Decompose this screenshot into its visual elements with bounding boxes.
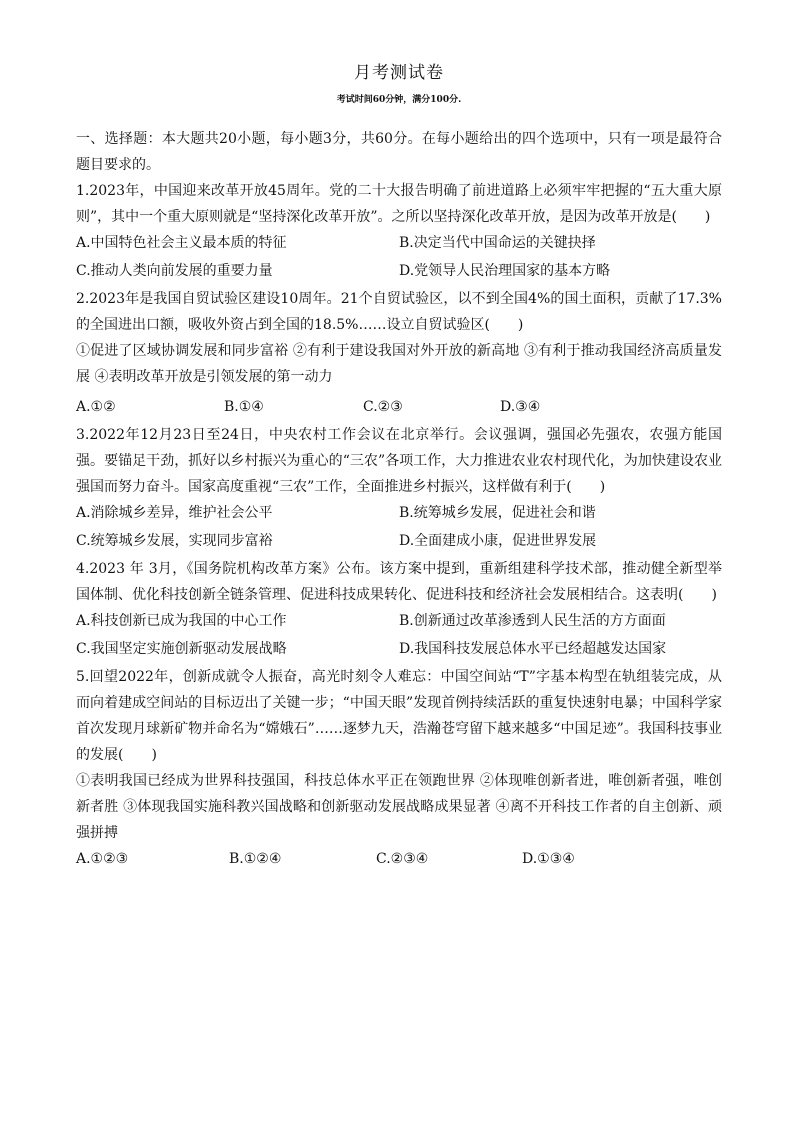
question-2-options-row	[76, 394, 722, 422]
question-5-option-b: B.①②④	[229, 851, 282, 867]
question-2-option-d: D.③④	[500, 399, 541, 415]
question-1-options-row-1	[76, 230, 722, 258]
question-1-option-b: B.决定当代中国命运的关键抉择	[399, 235, 596, 251]
question-5-option-a: A.①②③	[76, 851, 129, 867]
section-heading: 一、选择题：本大题共20小题，每小题3分，共60分。在每小题给出的四个选项中，只有一项是最符合题目要求的。	[76, 131, 722, 173]
question-5-stem: 5.回望2022年，创新成就令人振奋，高光时刻令人难忘：中国空间站“T”字基本构型在轨组装完成，从而向着建成空间站的目标迈出了关键一步；“中国天眼”发现首例持续活跃的重复快速射电暴；中国科学家首次发现月球新矿物并命名为“嫦娥石”……逐梦九天，浩瀚苍穹留下越来越多“中国足迹”。我国科技事业的发展( )	[76, 669, 722, 763]
page-title: 月考测试卷	[354, 63, 444, 83]
question-4-option-c: C.我国坚定实施创新驱动发展战略	[76, 641, 287, 657]
question-1-option-a: A.中国特色社会主义最本质的特征	[76, 235, 287, 251]
question-2-option-b: B.①④	[224, 399, 264, 415]
question-5-option-d: D.①③④	[522, 851, 575, 867]
question-5-options-row	[76, 846, 722, 874]
question-3-options-row-1	[76, 500, 722, 528]
question-3-option-c: C.统筹城乡发展，实现同步富裕	[76, 533, 273, 549]
question-4-stem: 4.2023 年 3月，《国务院机构改革方案》公布。该方案中提到，重新组建科学技术部，推动健全新型举国体制、优化科技创新全链条管理、促进科技成果转化、促进科技和经济社会发展相结合。这表明( )	[76, 561, 722, 603]
question-1-option-c: C.推动人类向前发展的重要力量	[76, 263, 273, 279]
question-4-options-row-2	[76, 636, 722, 664]
question-3-option-b: B.统筹城乡发展，促进社会和谐	[399, 505, 596, 521]
question-3-stem: 3.2022年12月23日至24日，中央农村工作会议在北京举行。会议强调，强国必先强农，农强方能国强。要锚足干劲，抓好以乡村振兴为重心的“三农”各项工作，大力推进农业农村现代化，为加快建设农业强国而努力奋斗。国家高度重视“三农”工作，全面推进乡村振兴，这样做有利于( )	[76, 427, 722, 495]
question-4-option-a: A.科技创新已成为我国的中心工作	[76, 613, 287, 629]
exam-content	[76, 126, 722, 874]
question-2-stem: 2.2023年是我国自贸试验区建设10周年。21个自贸试验区，以不到全国4%的国土面积，贡献了17.3%的全国进出口额，吸收外资占到全国的18.5%……设立自贸试验区( )	[76, 291, 722, 333]
question-3-option-a: A.消除城乡差异，维护社会公平	[76, 505, 273, 521]
question-2-statements: ①促进了区域协调发展和同步富裕 ②有利于建设我国对外开放的新高地 ③有利于推动我国经济高质量发展 ④表明改革开放是引领发展的第一动力	[76, 343, 722, 385]
question-4-option-d: D.我国科技发展总体水平已经超越发达国家	[399, 641, 667, 657]
question-2-option-a: A.①②	[76, 399, 116, 415]
question-3-option-d: D.全面建成小康，促进世界发展	[399, 533, 597, 549]
question-4-option-b: B.创新通过改革渗透到人民生活的方方面面	[399, 613, 666, 629]
question-1-option-d: D.党领导人民治理国家的基本方略	[399, 263, 611, 279]
question-5-statements: ①表明我国已经成为世界科技强国，科技总体水平正在领跑世界 ②体现唯创新者进，唯创新者强，唯创新者胜 ③体现我国实施科教兴国战略和创新驱动发展战略成果显著 ④离不开科技工作者的自主创新、顽强拼搏	[76, 773, 722, 841]
question-1-stem: 1.2023年，中国迎来改革开放45周年。党的二十大报告明确了前进道路上必须牢牢把握的“五大重大原则”，其中一个重大原则就是“坚持深化改革开放”。之所以坚持深化改革开放，是因为改革开放是( )	[76, 183, 722, 225]
question-5-option-c: C.②③④	[376, 851, 429, 867]
question-4-options-row-1	[76, 608, 722, 636]
exam-instructions: 考试时间60分钟，满分100分.	[336, 95, 462, 105]
question-3-options-row-2	[76, 528, 722, 556]
question-2-option-c: C.②③	[363, 399, 403, 415]
question-1-options-row-2	[76, 258, 722, 286]
